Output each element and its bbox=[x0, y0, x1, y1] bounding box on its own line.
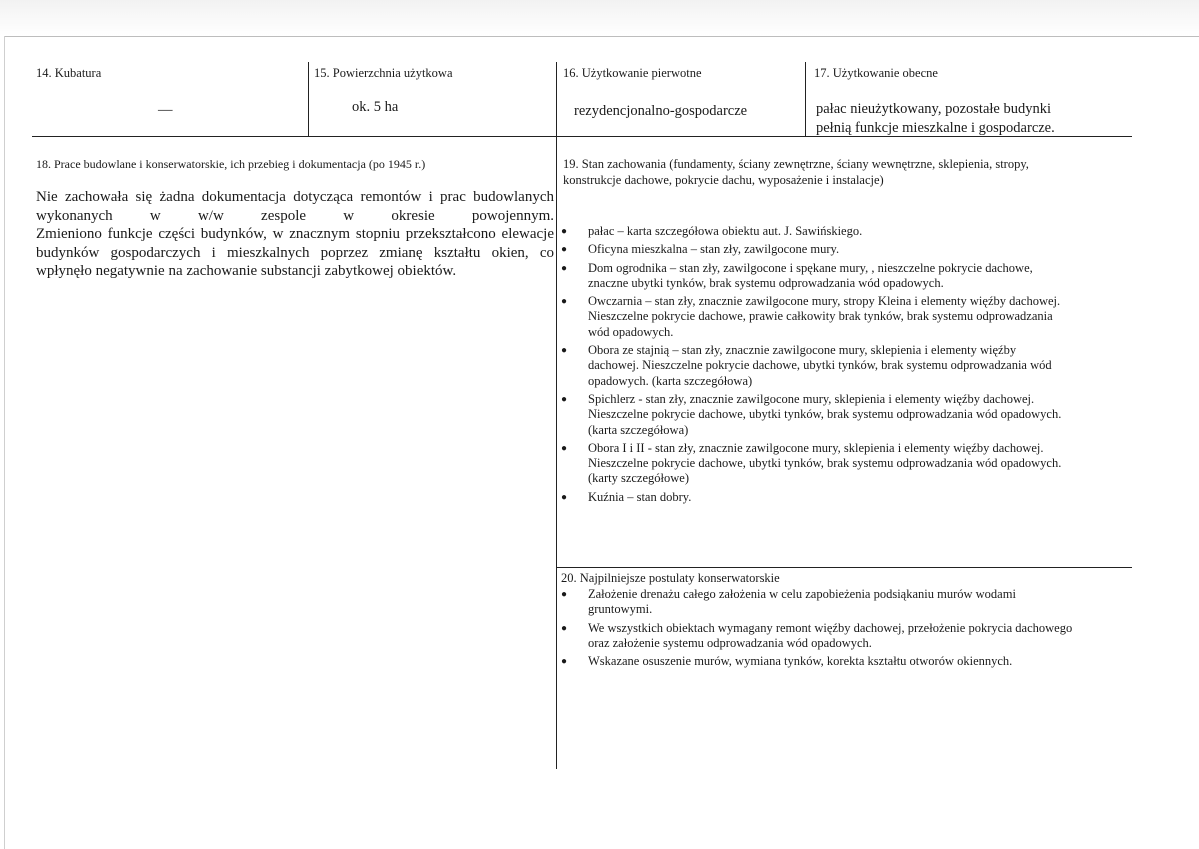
section-18-paragraph-1: Nie zachowała się żadna dokumentacja dotycząca remontów i prac budowlanych wykonanych w w/w zespole w okresie powojennym. bbox=[36, 189, 554, 224]
list-item-line: Wskazane osuszenie murów, wymiana tynków, korekta kształtu otworów okiennych. bbox=[588, 654, 1013, 669]
list-item bbox=[561, 441, 1131, 487]
list-item-line: Założenie drenażu całego założenia w celu zapobieżenia podsiąkaniu murów wodami bbox=[588, 587, 1016, 601]
list-item-line: (karty szczegółowe) bbox=[588, 471, 689, 486]
bullet-icon: ● bbox=[561, 491, 568, 503]
list-item bbox=[561, 654, 1136, 669]
cell-16-value: rezydencjonalno-gospodarcze bbox=[574, 103, 748, 119]
list-item-line: Spichlerz - stan zły, znacznie zawilgocone mury, sklepienia i elementy więźby dachowej. bbox=[588, 391, 1035, 406]
section-20-label: 20. Najpilniejsze postulaty konserwatorskie bbox=[561, 571, 780, 585]
bullet-icon: ● bbox=[561, 262, 568, 274]
bullet-icon: ● bbox=[561, 589, 568, 600]
section-19-label-line1: 19. Stan zachowania (fundamenty, ściany zewnętrzne, ściany wewnętrzne, sklepienia, stropy, bbox=[563, 157, 1029, 171]
list-item-line: Dom ogrodnika – stan zły, zawilgocone i spękane mury, , nieszczelne pokrycie dachowe, bbox=[588, 260, 1033, 275]
list-item-line: Obora ze stajnią – stan zły, znacznie zawilgocone mury, sklepienia i elementy więźby bbox=[588, 343, 1017, 358]
bullet-icon: ● bbox=[561, 345, 568, 357]
list-item-line: Obora I i II - stan zły, znacznie zawilgocone mury, sklepienia i elementy więźby dachowej. bbox=[588, 440, 1044, 455]
bullet-icon: ● bbox=[561, 393, 568, 405]
bullet-icon: ● bbox=[561, 226, 568, 237]
divider-14-15 bbox=[308, 62, 309, 136]
list-item-line: znaczne ubytki tynków, brak systemu odprowadzania wód opadowych. bbox=[588, 275, 944, 290]
list-item-line: oraz założenie systemu odprowadzania wód opadowych. bbox=[588, 635, 872, 650]
cell-14-label: 14. Kubatura bbox=[36, 66, 102, 80]
list-item-line: wód opadowych. bbox=[588, 324, 674, 339]
section-19-list bbox=[561, 224, 1131, 508]
section-18-label: 18. Prace budowlane i konserwatorskie, ich przebieg i dokumentacja (po 1945 r.) bbox=[36, 157, 426, 171]
section-18-paragraph-2: Zmieniono funkcje części budynków, w znacznym stopniu przekształcono elewacje budynków gospodarczych i mieszkalnych poprzez zmianę kształtu okien, co wpłynęło negatywnie na zachowanie substancji zabytkowej obiektów. bbox=[36, 226, 554, 280]
bullet-icon: ● bbox=[561, 442, 568, 454]
list-item bbox=[561, 224, 1131, 239]
list-item-line: pałac – karta szczegółowa obiektu aut. J. Sawińskiego. bbox=[588, 224, 863, 238]
page-left-border bbox=[4, 36, 5, 849]
cell-17-value-line1: pałac nieużytkowany, pozostałe budynki bbox=[816, 101, 1052, 117]
list-item bbox=[561, 621, 1136, 652]
cell-17-label: 17. Użytkowanie obecne bbox=[814, 66, 938, 80]
section-18-text bbox=[36, 188, 554, 281]
page-top-border bbox=[4, 36, 1199, 37]
list-item bbox=[561, 587, 1136, 618]
scan-page-edge bbox=[0, 0, 1199, 36]
bullet-icon: ● bbox=[561, 656, 568, 668]
section-20-list bbox=[561, 587, 1136, 672]
list-item-line: dachowej. Nieszczelne pokrycie dachowe, ubytki tynków, brak systemu odprowadzania wód bbox=[588, 358, 1052, 373]
divider-19-20 bbox=[556, 567, 1132, 568]
bullet-icon: ● bbox=[561, 622, 568, 634]
list-item-line: Owczarnia – stan zły, znacznie zawilgocone mury, stropy Kleina i elementy więźby dachowej. bbox=[588, 294, 1061, 309]
list-item bbox=[561, 392, 1131, 438]
list-item-line: (karta szczegółowa) bbox=[588, 422, 689, 437]
list-item-line: We wszystkich obiektach wymagany remont więźby dachowej, przełożenie pokrycia dachowego bbox=[588, 620, 1073, 635]
divider-15-16 bbox=[556, 62, 557, 769]
cell-15-label: 15. Powierzchnia użytkowa bbox=[314, 66, 453, 80]
list-item bbox=[561, 490, 1131, 505]
list-item bbox=[561, 242, 1131, 257]
cell-16-label: 16. Użytkowanie pierwotne bbox=[563, 66, 702, 80]
section-19-label-line2: konstrukcje dachowe, pokrycie dachu, wyposażenie i instalacje) bbox=[563, 173, 884, 187]
list-item-line: Oficyna mieszkalna – stan zły, zawilgocone mury. bbox=[588, 242, 840, 257]
cell-17-value-line2: pełnią funkcje mieszkalne i gospodarcze. bbox=[816, 120, 1055, 136]
list-item-line: Kuźnia – stan dobry. bbox=[588, 489, 692, 504]
cell-15-value: ok. 5 ha bbox=[352, 99, 399, 115]
list-item-line: gruntowymi. bbox=[588, 602, 653, 617]
cell-14-value: — bbox=[158, 102, 173, 118]
list-item-line: Nieszczelne pokrycie dachowe, ubytki tynków, brak systemu odprowadzania wód opadowych. bbox=[588, 407, 1062, 422]
list-item-line: Nieszczelne pokrycie dachowe, prawie całkowity brak tynków, brak systemu odprowadzania bbox=[588, 309, 1053, 324]
divider-16-17 bbox=[805, 62, 806, 136]
bullet-icon: ● bbox=[561, 296, 568, 308]
bullet-icon: ● bbox=[561, 244, 568, 256]
list-item-line: Nieszczelne pokrycie dachowe, ubytki tynków, brak systemu odprowadzania wód opadowych. bbox=[588, 456, 1062, 471]
divider-left-column-edge bbox=[556, 270, 557, 330]
list-item bbox=[561, 294, 1131, 340]
list-item bbox=[561, 343, 1131, 389]
list-item bbox=[561, 261, 1131, 292]
list-item-line: opadowych. (karta szczegółowa) bbox=[588, 373, 753, 388]
